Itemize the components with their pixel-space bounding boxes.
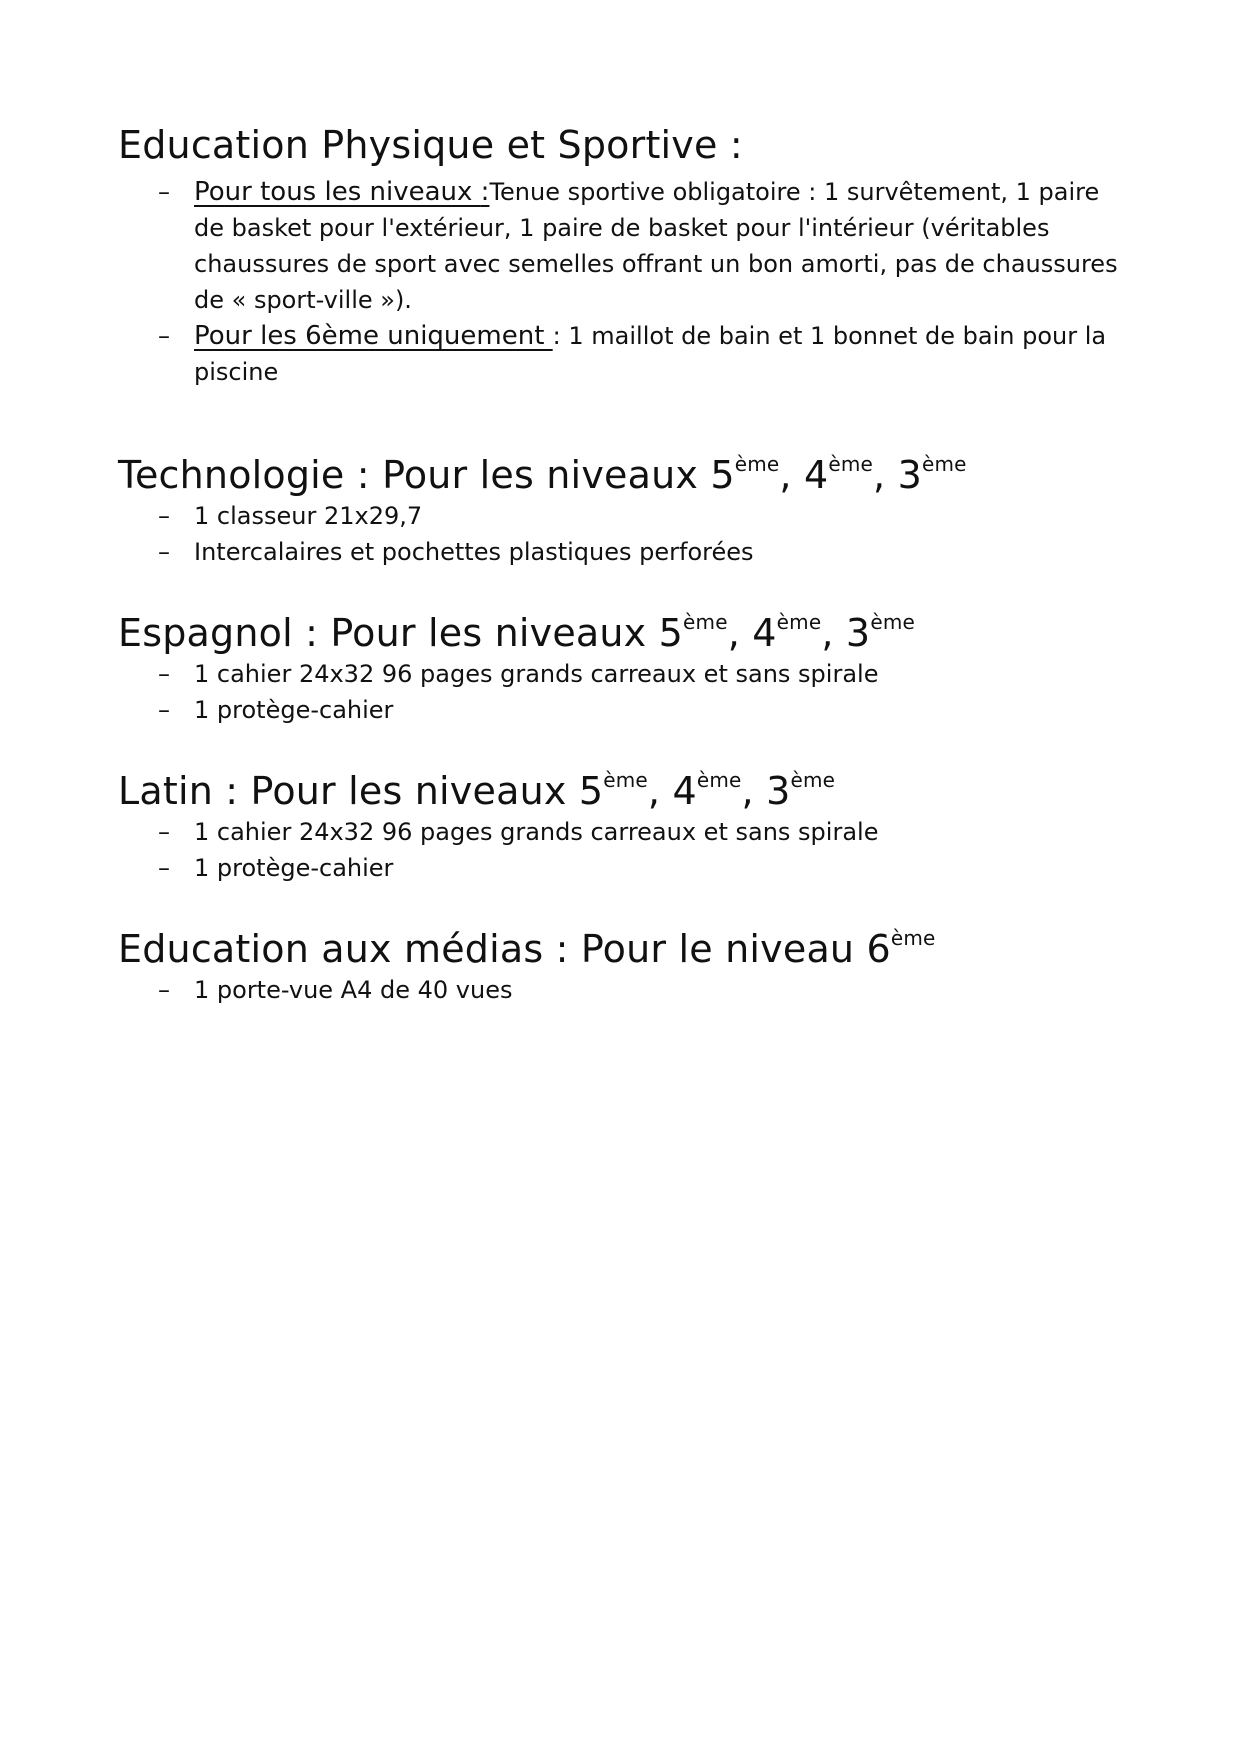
item-separator: : (480, 177, 490, 207)
list-item (118, 318, 1128, 390)
item-text: Tenue sportive obligatoire : 1 survêtement, 1 paire de basket pour l'extérieur, 1 paire de basket pour l'intérieur (véritables chaussures de sport avec semelles offrant un bon amorti, pas de chaussures de « sport-ville »). (194, 178, 1118, 314)
list-item (118, 174, 1128, 318)
item-lead: Pour les 6ème uniquement (194, 321, 553, 351)
bullet-dash: – (158, 854, 170, 882)
item-text: 1 cahier 24x32 96 pages grands carreaux et sans spirale (194, 818, 879, 846)
title-text: , 3 (741, 769, 791, 813)
title-superscript: ème (890, 926, 936, 950)
item-lead: Pour tous les niveaux (194, 177, 481, 207)
section-title-espagnol (118, 610, 1128, 656)
title-superscript: ème (734, 452, 780, 476)
bullet-dash: – (158, 538, 170, 566)
bullet-dash: – (158, 502, 170, 530)
list-item (118, 692, 1128, 728)
item-separator: : (552, 322, 561, 350)
item-text: 1 cahier 24x32 96 pages grands carreaux et sans spirale (194, 660, 879, 688)
list-item (118, 972, 1128, 1008)
item-list-eps (118, 174, 1128, 390)
item-text: Intercalaires et pochettes plastiques perforées (194, 538, 754, 566)
title-superscript: ème (776, 610, 822, 634)
bullet-dash: – (158, 976, 170, 1004)
item-text: 1 porte-vue A4 de 40 vues (194, 976, 513, 1004)
item-list-espagnol (118, 656, 1128, 728)
title-superscript: ème (683, 610, 728, 634)
title-superscript: ème (603, 768, 648, 792)
title-text: , 4 (779, 453, 829, 497)
bullet-dash: – (158, 322, 170, 350)
item-text: 1 classeur 21x29,7 (194, 502, 423, 530)
section-eps (118, 122, 1128, 390)
title-text: , 3 (821, 611, 871, 655)
item-text: 1 protège-cahier (194, 854, 394, 882)
section-education-medias (118, 926, 1128, 1008)
title-text: Education aux médias : Pour le niveau 6 (118, 927, 891, 971)
item-text: 1 protège-cahier (194, 696, 394, 724)
title-superscript: ème (921, 452, 967, 476)
item-list-latin (118, 814, 1128, 886)
section-title-latin (118, 768, 1128, 814)
bullet-dash: – (158, 696, 170, 724)
section-title-education-medias (118, 926, 1128, 972)
title-superscript: ème (870, 610, 916, 634)
bullet-dash: – (158, 660, 170, 688)
title-text: Technologie : Pour les niveaux 5 (118, 453, 735, 497)
title-text: Espagnol : Pour les niveaux 5 (118, 611, 684, 655)
title-superscript: ème (828, 452, 874, 476)
item-list-technologie (118, 498, 1128, 570)
title-text: , 3 (873, 453, 922, 497)
list-item (118, 534, 1128, 570)
list-item (118, 656, 1128, 692)
title-superscript: ème (790, 768, 836, 792)
item-list-education-medias (118, 972, 1128, 1008)
title-text: Latin : Pour les niveaux 5 (118, 769, 604, 813)
title-superscript: ème (696, 768, 742, 792)
bullet-dash: – (158, 178, 170, 206)
title-text: , 4 (647, 769, 697, 813)
bullet-dash: – (158, 818, 170, 846)
list-item (118, 498, 1128, 534)
list-item (118, 814, 1128, 850)
section-title-eps: Education Physique et Sportive : (118, 123, 743, 167)
list-item (118, 850, 1128, 886)
section-latin (118, 768, 1128, 886)
title-text: , 4 (727, 611, 777, 655)
item-text: 1 maillot de bain et 1 bonnet de bain pour la piscine (194, 322, 1107, 386)
section-technologie (118, 452, 1128, 570)
section-title-technologie (118, 452, 1128, 498)
section-espagnol (118, 610, 1128, 728)
